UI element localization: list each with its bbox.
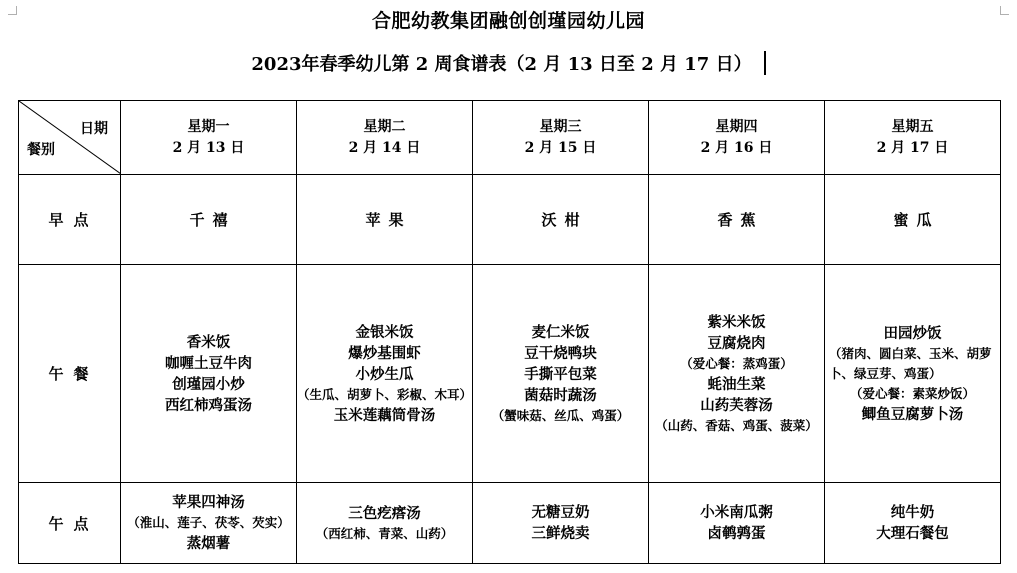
dish-line: 苹果四神汤 — [172, 494, 245, 511]
dish-line: 豆干烧鸭块 — [524, 344, 597, 362]
ingredient-note: （生瓜、胡萝卜、彩椒、木耳） — [297, 386, 473, 402]
dish-line: 西红柿鸡蛋汤 — [165, 396, 252, 414]
breakfast-item: 苹果 — [365, 211, 412, 229]
menu-cell — [473, 265, 649, 483]
day-header-wed — [473, 101, 649, 175]
corner-header-cell — [19, 101, 121, 175]
dish-line: 豆腐烧肉 — [707, 334, 766, 352]
dish-line: 大理石餐包 — [876, 525, 949, 542]
ingredient-note: （西红柿、青菜、山药） — [315, 525, 454, 541]
corner-date-label: 日期 — [80, 121, 108, 137]
menu-title — [0, 50, 1017, 76]
menu-cell — [825, 483, 1001, 564]
day-date: 2 月 13 日 — [172, 139, 245, 156]
day-name: 星期一 — [187, 118, 230, 135]
day-header-mon — [121, 101, 297, 175]
menu-cell — [297, 265, 473, 483]
menu-cell — [121, 483, 297, 564]
day-date: 2 月 15 日 — [524, 139, 597, 156]
dish-line: 麦仁米饭 — [531, 323, 590, 341]
dish-line: 蒸烟薯 — [186, 535, 231, 552]
dish-line: 卤鹌鹑蛋 — [707, 525, 766, 542]
menu-cell — [473, 175, 649, 265]
menu-title-text: 2023年春季幼儿第 2 周食谱表（2 月 13 日至 2 月 17 日） — [251, 54, 752, 75]
corner-meal-label: 餐别 — [27, 142, 55, 158]
meal-label-breakfast: 早点 — [48, 211, 99, 229]
ingredient-note: （猪肉、圆白菜、玉米、胡萝卜、绿豆芽、鸡蛋） — [829, 345, 992, 381]
school-title: 合肥幼教集团融创创瑾园幼儿园 — [371, 10, 645, 32]
day-date: 2 月 14 日 — [348, 139, 421, 156]
special-meal-note: （爱心餐：素菜炒饭） — [849, 385, 975, 401]
menu-cell — [649, 483, 825, 564]
dish-line: 纯牛奶 — [890, 504, 935, 521]
ingredient-note: （淮山、莲子、茯苓、芡实） — [127, 515, 290, 530]
special-meal-note: （爱心餐：蒸鸡蛋） — [680, 355, 793, 371]
menu-cell — [297, 175, 473, 265]
day-header-thu — [649, 101, 825, 175]
dish-line: 蚝油生菜 — [707, 375, 766, 393]
breakfast-item: 香蕉 — [717, 211, 764, 229]
ingredient-note: （蟹味菇、丝瓜、鸡蛋） — [491, 407, 630, 423]
dish-line: 小炒生瓜 — [355, 365, 414, 383]
ingredient-note: （山药、香菇、鸡蛋、菠菜） — [655, 417, 818, 433]
breakfast-item: 千禧 — [189, 211, 236, 229]
menu-cell — [825, 265, 1001, 483]
menu-cell — [825, 175, 1001, 265]
text-cursor — [764, 51, 766, 75]
menu-cell — [121, 175, 297, 265]
meal-label-cell — [19, 175, 121, 265]
lunch-row — [19, 265, 1001, 483]
weekly-menu-table — [18, 100, 1001, 564]
menu-cell — [649, 175, 825, 265]
dish-line: 无糖豆奶 — [531, 504, 590, 521]
dish-line: 小米南瓜粥 — [700, 504, 773, 521]
dish-line: 金银米饭 — [355, 323, 414, 341]
dish-line: 爆炒基围虾 — [348, 344, 421, 362]
meal-label-snack: 午点 — [48, 514, 99, 533]
meal-label-cell — [19, 483, 121, 564]
dish-line: 鲫鱼豆腐萝卜汤 — [861, 405, 964, 423]
dish-line: 香米饭 — [186, 333, 231, 351]
day-name: 星期五 — [891, 118, 934, 135]
dish-line: 紫米米饭 — [707, 313, 766, 331]
dish-line: 咖喱土豆牛肉 — [165, 354, 252, 372]
dish-line: 创瑾园小炒 — [172, 375, 245, 393]
dish-line: 手撕平包菜 — [524, 365, 597, 383]
day-header-tue — [297, 101, 473, 175]
header-row — [19, 101, 1001, 175]
day-date: 2 月 17 日 — [876, 139, 949, 156]
afternoon-snack-row — [19, 483, 1001, 564]
day-name: 星期三 — [539, 118, 582, 135]
day-name: 星期四 — [715, 118, 758, 135]
meal-label-lunch: 午餐 — [48, 365, 99, 383]
day-name: 星期二 — [363, 118, 406, 135]
dish-line: 玉米莲藕筒骨汤 — [333, 406, 436, 424]
day-date: 2 月 16 日 — [700, 139, 773, 156]
day-header-fri — [825, 101, 1001, 175]
menu-cell — [121, 265, 297, 483]
meal-label-cell — [19, 265, 121, 483]
menu-cell — [649, 265, 825, 483]
dish-line: 三鲜烧卖 — [531, 525, 590, 542]
dish-line: 三色疙瘩汤 — [348, 504, 421, 522]
breakfast-item: 蜜瓜 — [893, 211, 940, 229]
dish-line: 山药芙蓉汤 — [700, 396, 773, 414]
menu-cell — [297, 483, 473, 564]
dish-line: 菌菇时蔬汤 — [524, 386, 597, 404]
dish-line: 田园炒饭 — [883, 324, 942, 342]
breakfast-row — [19, 175, 1001, 265]
breakfast-item: 沃柑 — [541, 211, 588, 229]
menu-cell — [473, 483, 649, 564]
